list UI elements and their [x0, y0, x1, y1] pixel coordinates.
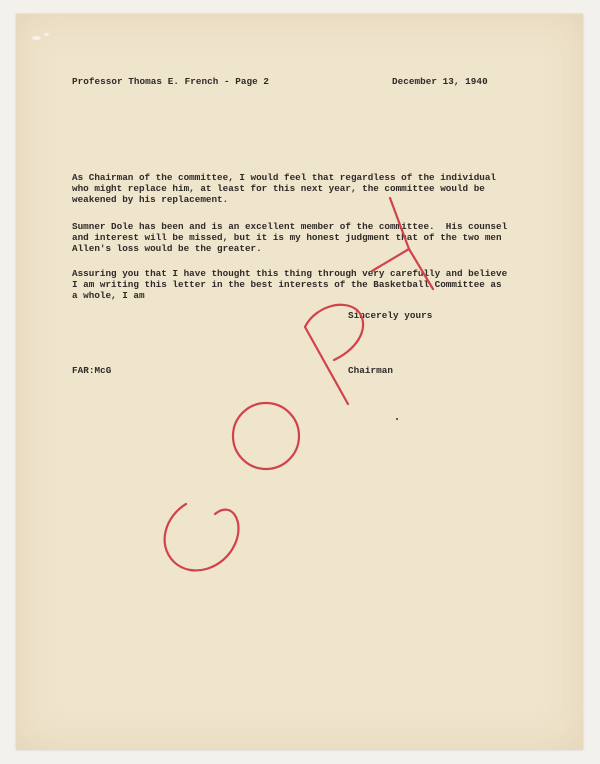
paper-blemish — [44, 33, 49, 36]
copy-stamp — [16, 14, 583, 750]
paper-blemish — [32, 36, 41, 40]
letter-paragraph-1 — [72, 172, 512, 206]
paragraph-line: Assuring you that I have thought this thing through very carefully and believe — [72, 268, 508, 279]
paragraph-line: I am writing this letter in the best interests of the Basketball Committee as — [72, 279, 502, 291]
paragraph-line: weakened by his replacement. — [72, 194, 229, 206]
paragraph-line: and interest will be missed, but it is my honest judgment that of the two men — [72, 232, 502, 244]
signature-title: Chairman — [348, 365, 394, 376]
typist-initials: FAR:McG — [72, 365, 112, 376]
paragraph-line: a whole, I am — [72, 290, 145, 302]
stamp-letter-o — [233, 403, 299, 469]
letter-header-date: December 13, 1940 — [392, 76, 488, 87]
letter-paragraph-2 — [72, 221, 512, 255]
letter-paragraph-3 — [72, 268, 512, 302]
stamp-letter-c — [165, 504, 239, 570]
paragraph-line: Allen's loss would be the greater. — [72, 243, 262, 255]
paragraph-line: who might replace him, at least for this next year, the committee would be — [72, 183, 485, 195]
letter-header-recipient-page: Professor Thomas E. French - Page 2 — [72, 76, 270, 87]
paragraph-line: As Chairman of the committee, I would feel that regardless of the individual — [72, 172, 497, 183]
paper-dot — [396, 418, 398, 420]
paragraph-line: Sumner Dole has been and is an excellent member of the committee. His counsel — [72, 221, 508, 232]
letter-page — [16, 14, 583, 750]
closing: Sincerely yours — [348, 310, 433, 321]
